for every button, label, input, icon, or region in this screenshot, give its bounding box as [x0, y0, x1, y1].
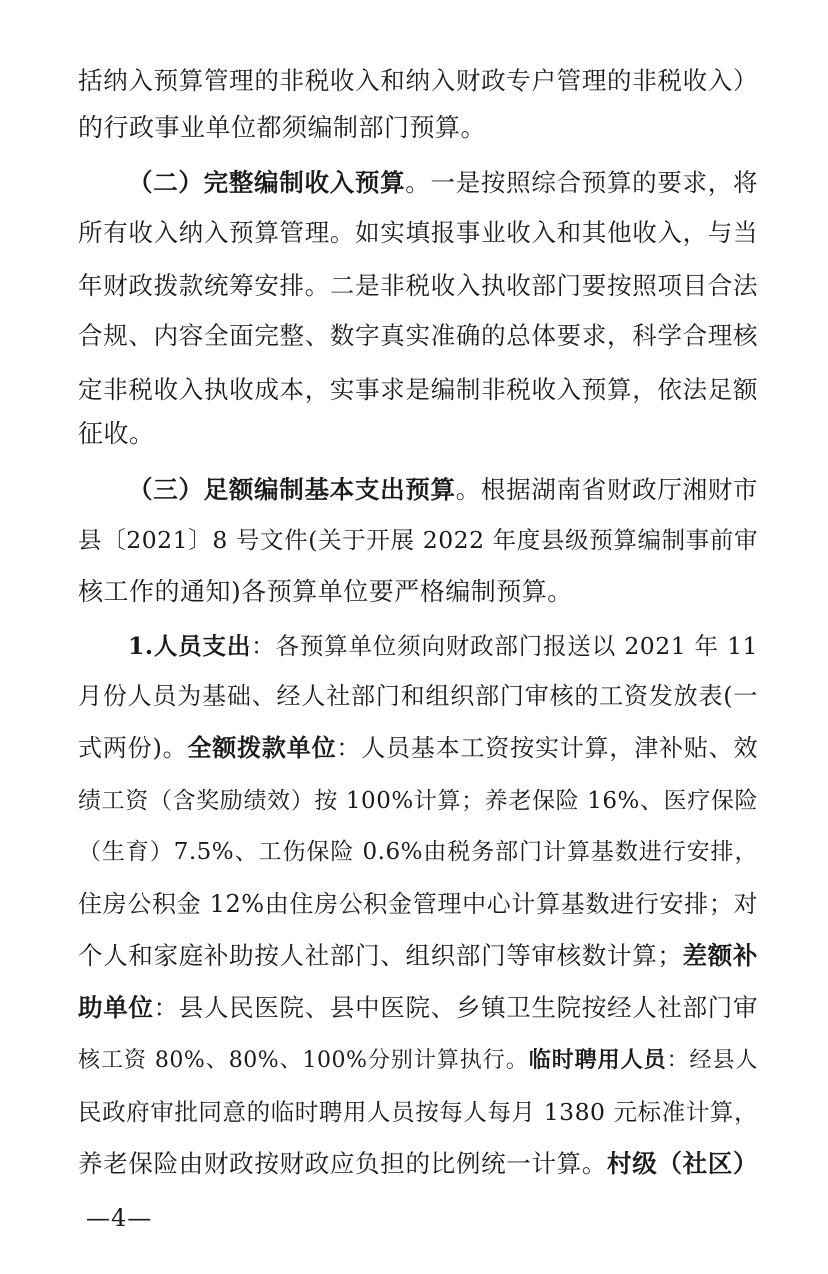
page-number: —4— [86, 1204, 153, 1232]
text-line [78, 372, 758, 408]
text-line [78, 318, 758, 354]
bold-term: 村级（社区） [607, 1149, 759, 1178]
text-line [128, 472, 758, 508]
text-line [78, 268, 758, 304]
text-line [78, 1042, 758, 1078]
text-span: 征收。 [78, 419, 155, 448]
text-span: 。一是按照综合预算的要求，将 [405, 168, 759, 197]
text-line [78, 678, 758, 714]
section-heading: （三）足额编制基本支出预算 [128, 475, 456, 504]
text-line [78, 522, 758, 558]
text-span: 所有收入纳入预算管理。如实填报事业收入和其他收入，与当 [78, 218, 758, 247]
text-span: 养老保险由财政按财政应负担的比例统一计算。 [78, 1149, 608, 1178]
text-line [78, 215, 758, 251]
text-span: 的行政事业单位都须编制部门预算。 [78, 113, 487, 142]
section-heading: （二）完整编制收入预算 [128, 168, 406, 197]
text-span: ：经县人 [666, 1048, 758, 1073]
text-span: 定非税收入执收成本，实事求是编制非税收入预算，依法足额 [78, 375, 758, 404]
text-span: 。根据湖南省财政厅湘财市 [455, 475, 759, 504]
text-span: 年财政拨款统筹安排。二是非税收入执收部门要按照项目合法 [78, 271, 758, 300]
text-span: 核工作的通知)各预算单位要严格编制预算。 [78, 577, 573, 606]
text-span: 个人和家庭补助按人社部门、组织部门等审核数计算； [78, 941, 683, 970]
text-line [78, 416, 758, 452]
bold-term: 助单位 [78, 993, 154, 1022]
text-line [78, 110, 758, 146]
text-span: 县〔2021〕8 号文件(关于开展 2022 年度县级预算编制事前审 [78, 526, 758, 554]
text-span: ：县人民医院、县中医院、乡镇卫生院按经人社部门审 [153, 993, 758, 1022]
text-span: 式两份)。 [78, 734, 188, 762]
text-line [78, 938, 758, 974]
text-span: 核工资 80%、80%、100%分别计算执行。 [78, 1048, 529, 1073]
text-line [128, 628, 758, 664]
text-span: （生育）7.5%、工伤保险 0.6%由税务部门计算基数进行安排， [78, 839, 758, 865]
text-line [78, 783, 758, 819]
text-line [78, 730, 758, 766]
bold-term: 差额补 [682, 941, 758, 970]
text-line [128, 165, 758, 201]
text-line [78, 63, 758, 99]
text-line [78, 574, 758, 610]
text-span: 合规、内容全面完整、数字真实准确的总体要求，科学合理核 [78, 321, 758, 350]
text-line [78, 886, 758, 922]
text-span: 月份人员为基础、经人社部门和组织部门审核的工资发放表(一 [78, 682, 758, 710]
item-heading: 1.人员支出 [128, 632, 252, 660]
text-span: 括纳入预算管理的非税收入和纳入财政专户管理的非税收入） [78, 66, 758, 95]
text-span: 住房公积金 12%由住房公积金管理中心计算基数进行安排；对 [78, 890, 758, 918]
text-span: 民政府审批同意的临时聘用人员按每人每月 1380 元标准计算， [78, 1098, 758, 1126]
text-span: ：人员基本工资按实计算，津补贴、效 [336, 734, 759, 762]
text-line [78, 834, 758, 870]
text-line [78, 1094, 758, 1130]
text-line [78, 1146, 758, 1182]
text-span: ：各预算单位须向财政部门报送以 2021 年 11 [251, 632, 758, 660]
bold-term: 临时聘用人员 [528, 1047, 667, 1073]
bold-term: 全额拨款单位 [187, 733, 337, 762]
text-span: 绩工资（含奖励绩效）按 100%计算；养老保险 16%、医疗保险 [78, 788, 758, 814]
text-line [78, 990, 758, 1026]
